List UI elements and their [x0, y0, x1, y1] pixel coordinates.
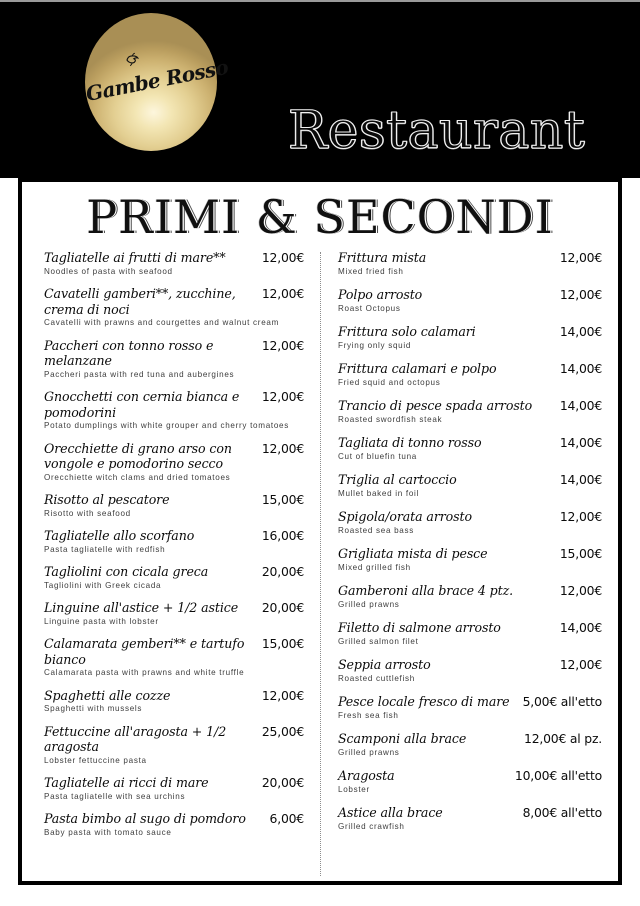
menu-item-description: Risotto with seafood: [44, 508, 131, 518]
menu-item: [338, 657, 602, 684]
menu-item-description: Spaghetti with mussels: [44, 704, 143, 713]
menu-item: [44, 600, 304, 627]
menu-item: [44, 528, 304, 555]
menu-item-description: Frying only squid: [338, 340, 412, 350]
menu-item-name: Astice alla brace: [338, 805, 443, 820]
menu-item-name: Gamberoni alla brace 4 ptz.: [338, 583, 514, 598]
menu-item-head: [44, 528, 304, 544]
menu-item-description: Paccheri pasta with red tuna and aubergines: [44, 369, 235, 379]
menu-item-description: Potato dumplings with white grouper and cherry tomatoes: [44, 421, 290, 430]
menu-item-name: Spaghetti alle cozze: [44, 687, 171, 703]
menu-item-head: [338, 546, 602, 562]
menu-item: [44, 389, 304, 431]
menu-item-head: [44, 600, 304, 616]
menu-item: [44, 441, 304, 483]
menu-item-head: [44, 441, 304, 472]
menu-item-head: [44, 389, 304, 420]
menu-item-name: Frittura mista: [338, 250, 427, 265]
menu-item: [338, 694, 602, 721]
menu-item-description: Grilled prawns: [338, 747, 400, 757]
menu-item: [44, 636, 304, 678]
menu-item-head: [44, 564, 304, 580]
menu-item-description: Grilled crawfish: [338, 821, 405, 831]
menu-item: [338, 583, 602, 610]
menu-item-description: Grilled salmon filet: [338, 636, 419, 646]
menu-item-name: Linguine all'astice + 1/2 astice: [44, 600, 239, 615]
menu-item: [338, 361, 602, 388]
menu-item: [338, 398, 602, 425]
menu-item-description: Tagliolini with Greek cicada: [44, 580, 162, 590]
menu-item-price: 10,00€ all'etto: [514, 768, 602, 783]
menu-item: [338, 509, 602, 536]
menu-item-price: 14,00€: [559, 472, 602, 487]
menu-item-description: Grilled prawns: [338, 599, 400, 609]
menu-item-head: [338, 398, 602, 414]
menu-item-price: 14,00€: [559, 620, 602, 635]
section-title: PRIMI & SECONDI: [86, 190, 554, 244]
menu-item-price: 20,00€: [261, 564, 304, 579]
shrimp-icon: [124, 52, 141, 68]
menu-item-name: Seppia arrosto: [338, 657, 431, 672]
menu-item: [44, 250, 304, 277]
menu-item-head: [44, 338, 304, 369]
menu-item-name: Frittura solo calamari: [338, 324, 476, 339]
menu-item-head: [338, 694, 602, 710]
menu-item-price: 25,00€: [261, 723, 304, 739]
menu-item-description: Mullet baked in foil: [338, 488, 420, 498]
menu-item-price: 12,00€: [261, 337, 304, 353]
menu-item-description: Cut of bluefin tuna: [338, 451, 417, 461]
menu-item-description: Lobster: [338, 784, 370, 794]
menu-item-description: Pasta tagliatelle with sea urchins: [44, 791, 186, 801]
menu-item: [338, 324, 602, 351]
menu-item-price: 14,00€: [559, 398, 602, 413]
menu-item-name: Trancio di pesce spada arrosto: [338, 398, 533, 413]
menu-item: [44, 775, 304, 802]
menu-item-head: [338, 657, 602, 673]
menu-item-head: [44, 250, 304, 266]
menu-item-head: [44, 492, 304, 508]
menu-item-head: [338, 361, 602, 377]
menu-columns: [22, 250, 618, 881]
menu-item-name: Tagliatelle ai frutti di mare**: [44, 250, 226, 265]
menu-item-head: [338, 287, 602, 303]
menu-item-head: [338, 324, 602, 340]
menu-item: [44, 492, 304, 519]
menu-item-description: Lobster fettuccine pasta: [44, 755, 147, 765]
menu-item-name: Polpo arrosto: [338, 287, 423, 302]
menu-item-description: Roasted cuttlefish: [338, 673, 415, 683]
menu-item-name: Spigola/orata arrosto: [338, 509, 472, 524]
menu-item-name: Pasta bimbo al sugo di pomdoro: [44, 811, 246, 826]
menu-item-head: [338, 509, 602, 525]
menu-item-name: Tagliata di tonno rosso: [338, 435, 482, 450]
menu-item-name: Calamarata gemberi** e tartufo bianco: [44, 636, 245, 667]
menu-item-name: Tagliatelle allo scorfano: [44, 528, 195, 543]
menu-item: [338, 435, 602, 462]
menu-item-description: Noodles of pasta with seafood: [44, 266, 173, 276]
menu-item-name: Grigliata mista di pesce: [338, 546, 488, 561]
menu-item-price: 12,00€: [559, 250, 602, 265]
menu-item-price: 15,00€: [261, 492, 304, 507]
menu-item: [338, 250, 602, 277]
menu-item-description: Linguine pasta with lobster: [44, 616, 159, 626]
menu-item-head: [44, 636, 304, 667]
menu-item-price: 15,00€: [559, 546, 602, 561]
menu-item: [338, 620, 602, 647]
menu-item-price: 12,00€: [261, 250, 304, 265]
menu-item-head: [44, 688, 304, 704]
menu-item: [44, 724, 304, 766]
menu-item-name: Cavatelli gamberi**, zucchine, crema di noci: [44, 286, 236, 317]
menu-frame: [18, 178, 622, 885]
menu-item-price: 16,00€: [261, 528, 304, 543]
menu-item-price: 12,00€: [559, 657, 602, 672]
menu-item-name: Aragosta: [338, 768, 395, 783]
restaurant-title: Restaurant: [288, 101, 586, 161]
menu-item-price: 6,00€: [269, 811, 304, 826]
menu-item-head: [44, 724, 304, 755]
menu-item-name: Pesce locale fresco di mare: [338, 694, 510, 709]
menu-item: [338, 805, 602, 832]
menu-item-head: [338, 583, 602, 599]
menu-item-name: Tagliatelle ai ricci di mare: [44, 775, 209, 790]
menu-item-description: Fresh sea fish: [338, 710, 399, 720]
menu-item-head: [338, 472, 602, 488]
menu-item-description: Fried squid and octopus: [338, 377, 441, 387]
menu-item-name: Triglia al cartoccio: [338, 472, 457, 487]
menu-item-price: 15,00€: [261, 636, 304, 651]
menu-item: [338, 472, 602, 499]
header-band: [0, 0, 640, 178]
menu-item-price: 12,00€: [261, 440, 304, 456]
menu-item-price: 14,00€: [559, 435, 602, 450]
menu-item-head: [338, 250, 602, 266]
menu-item-head: [338, 731, 602, 747]
menu-item: [44, 564, 304, 591]
menu-item: [338, 731, 602, 758]
menu-item-price: 12,00€: [559, 287, 602, 302]
menu-item-price: 8,00€ all'etto: [522, 805, 602, 820]
menu-item-name: Fettuccine all'aragosta + 1/2 aragosta: [44, 723, 227, 754]
menu-item-name: Paccheri con tonno rosso e melanzane: [44, 337, 214, 368]
menu-item-name: Tagliolini con cicala greca: [44, 564, 209, 579]
menu-item-name: Gnocchetti con cernia bianca e pomodorini: [44, 389, 240, 420]
menu-item-price: 5,00€ all'etto: [522, 694, 602, 709]
menu-item-name: Filetto di salmone arrosto: [338, 620, 501, 635]
menu-item: [44, 688, 304, 715]
menu-column-secondi: [320, 250, 618, 881]
menu-item-name: Scamponi alla brace: [338, 731, 467, 746]
menu-item-price: 12,00€: [261, 389, 304, 404]
column-divider: [320, 252, 321, 876]
menu-item-head: [338, 620, 602, 636]
menu-item: [44, 811, 304, 838]
brand-logo: [83, 13, 230, 151]
menu-item-price: 20,00€: [261, 775, 304, 790]
menu-item: [338, 287, 602, 314]
menu-column-primi: [22, 250, 320, 881]
menu-item-name: Risotto al pescatore: [44, 492, 170, 507]
menu-item: [338, 546, 602, 573]
menu-item-description: Orecchiette witch clams and dried tomatoes: [44, 472, 231, 482]
menu-item-name: Frittura calamari e polpo: [338, 361, 497, 376]
menu-item-head: [338, 435, 602, 451]
menu-item-description: Calamarata pasta with prawns and white truffle: [44, 668, 245, 677]
menu-item-description: Baby pasta with tomato sauce: [44, 827, 172, 837]
menu-item-description: Mixed fried fish: [338, 266, 404, 276]
menu-item-price: 14,00€: [559, 361, 602, 376]
menu-item-description: Roasted swordfish steak: [338, 414, 443, 424]
menu-item-price: 20,00€: [261, 600, 304, 615]
menu-item-description: Pasta tagliatelle with redfish: [44, 544, 166, 554]
menu-item-description: Roast Octopus: [338, 303, 401, 313]
brand-name: Gambe Rosso: [83, 54, 230, 106]
menu-item-name: Orecchiette di grano arso con vongole e pomodorino secco: [44, 440, 232, 471]
menu-item-description: Cavatelli with prawns and courgettes and walnut cream: [44, 318, 280, 327]
menu-item: [338, 768, 602, 795]
menu-item-head: [44, 811, 304, 827]
menu-item-price: 12,00€ al pz.: [524, 731, 602, 746]
menu-item-head: [338, 768, 602, 784]
menu-item: [44, 286, 304, 328]
menu-item-price: 12,00€: [261, 286, 304, 301]
menu-item-price: 14,00€: [559, 324, 602, 339]
menu-item-head: [338, 805, 602, 821]
menu-item-description: Roasted sea bass: [338, 525, 414, 535]
menu-item-price: 12,00€: [559, 583, 602, 598]
menu-item-head: [44, 286, 304, 317]
menu-item-price: 12,00€: [559, 509, 602, 524]
menu-item-price: 12,00€: [261, 687, 304, 703]
menu-item: [44, 338, 304, 380]
menu-item-description: Mixed grilled fish: [338, 562, 411, 572]
menu-item-head: [44, 775, 304, 791]
